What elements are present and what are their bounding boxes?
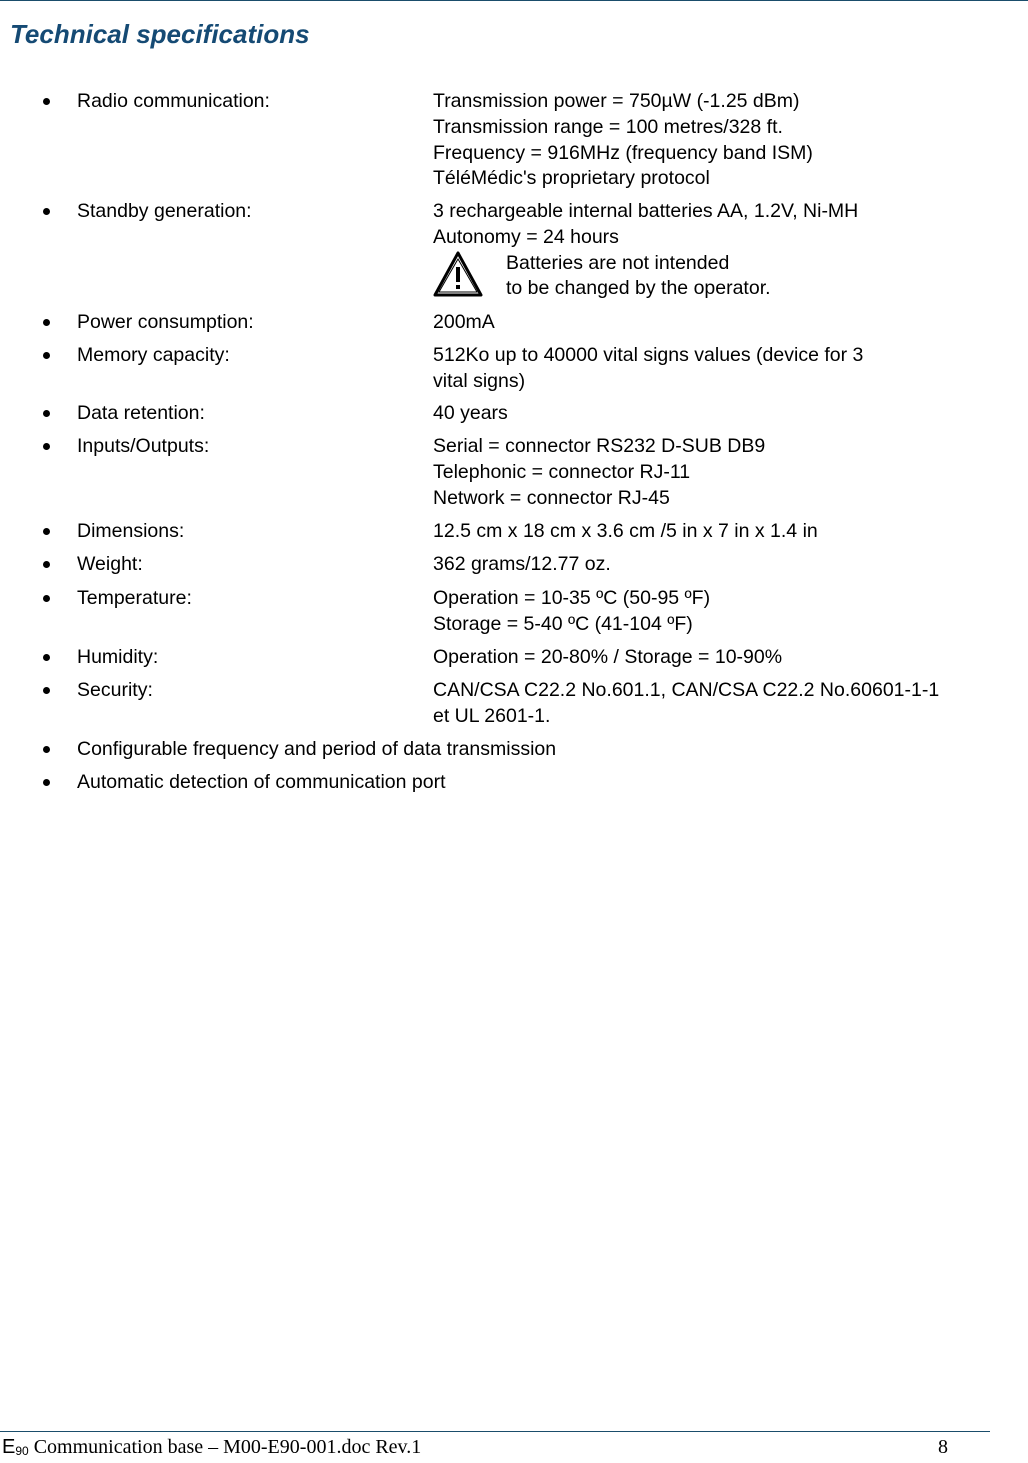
spec-list [0,89,1028,803]
spec-value-line: Operation = 10-35 ºC (50-95 ºF) [433,587,711,609]
spec-value-line: 362 grams/12.77 oz. [433,553,611,575]
feature-text: Configurable frequency and period of data transmission [77,738,557,760]
feature-item [0,770,1028,803]
spec-value-line: Storage = 5-40 ºC (41-104 ºF) [433,612,693,635]
warning-triangle-icon [433,251,483,297]
spec-value-line: Operation = 20-80% / Storage = 10-90% [433,646,783,668]
spec-item-standby [0,199,1028,310]
bullet-icon [43,746,50,753]
spec-item-security [0,678,1028,737]
spec-item-weight [0,552,1028,586]
spec-item-radio [0,89,1028,199]
warning-text [506,251,771,303]
spec-value-line: CAN/CSA C22.2 No.601.1, CAN/CSA C22.2 No.60601-1-1 [433,679,940,701]
spec-value-line: Autonomy = 24 hours [433,225,619,248]
battery-warning [433,251,1028,303]
spec-label: Memory capacity: [77,344,230,366]
warning-line: Batteries are not intended [506,251,730,274]
bullet-icon [43,779,50,786]
spec-label: Weight: [77,553,143,575]
spec-value-line: 3 rechargeable internal batteries AA, 1.2V, Ni-MH [433,200,859,222]
footer-product-subscript: 90 [15,1444,29,1458]
bullet-icon [43,410,50,417]
page-number: 8 [938,1436,948,1458]
spec-value-line: 512Ko up to 40000 vital signs values (device for 3 [433,344,864,366]
spec-item-power [0,310,1028,343]
spec-value [433,401,1028,427]
bullet-icon [43,208,50,215]
feature-item [0,737,1028,770]
top-rule [0,0,1028,1]
bullet-icon [43,443,50,450]
spec-value-line: TéléMédic's proprietary protocol [433,167,710,190]
bullet-icon [43,654,50,661]
spec-label: Temperature: [77,587,192,609]
spec-value [433,310,1028,336]
spec-label: Inputs/Outputs: [77,435,210,457]
spec-value [433,678,1028,730]
spec-value [433,199,1028,303]
spec-value [433,586,1028,638]
spec-value [433,434,1028,511]
spec-item-humidity [0,645,1028,678]
spec-label: Standby generation: [77,200,252,222]
spec-value [433,552,1028,578]
spec-item-retention [0,401,1028,434]
bullet-icon [43,561,50,568]
spec-value-line: vital signs) [433,369,526,392]
spec-item-dimensions [0,519,1028,552]
footer-rule [0,1431,990,1432]
spec-item-memory [0,343,1028,401]
section-title: Technical specifications [10,19,310,49]
spec-item-temperature [0,586,1028,645]
spec-value-line: Transmission range = 100 metres/328 ft. [433,115,783,138]
warning-line: to be changed by the operator. [506,277,771,300]
spec-value-line: et UL 2601-1. [433,704,551,727]
spec-label: Dimensions: [77,520,185,542]
spec-value [433,343,1028,395]
spec-value-line: Serial = connector RS232 D-SUB DB9 [433,435,766,457]
spec-value-line: Frequency = 916MHz (frequency band ISM) [433,141,813,164]
spec-value-line: 12.5 cm x 18 cm x 3.6 cm /5 in x 7 in x 1.4 in [433,520,818,542]
bullet-icon [43,528,50,535]
spec-value [433,519,1028,545]
feature-text: Automatic detection of communication port [77,771,446,793]
bullet-icon [43,98,50,105]
spec-value-line: Transmission power = 750µW (-1.25 dBm) [433,90,800,112]
footer-document-reference: Communication base – M00-E90-001.doc Rev.1 [28,1436,422,1458]
spec-label: Humidity: [77,646,159,668]
spec-value-line: Telephonic = connector RJ-11 [433,460,691,483]
spec-value [433,645,1028,671]
footer-product-letter: E [2,1436,16,1458]
spec-value-line: Network = connector RJ-45 [433,486,670,509]
spec-label: Power consumption: [77,311,254,333]
bullet-icon [43,687,50,694]
bullet-icon [43,595,50,602]
page-footer [2,1435,992,1463]
spec-label: Security: [77,679,153,701]
spec-item-io [0,434,1028,519]
spec-label: Radio communication: [77,90,270,112]
spec-value-line: 40 years [433,402,508,424]
spec-value-line: 200mA [433,311,495,333]
bullet-icon [43,352,50,359]
bullet-icon [43,319,50,326]
spec-label: Data retention: [77,402,205,424]
spec-value [433,89,1028,192]
